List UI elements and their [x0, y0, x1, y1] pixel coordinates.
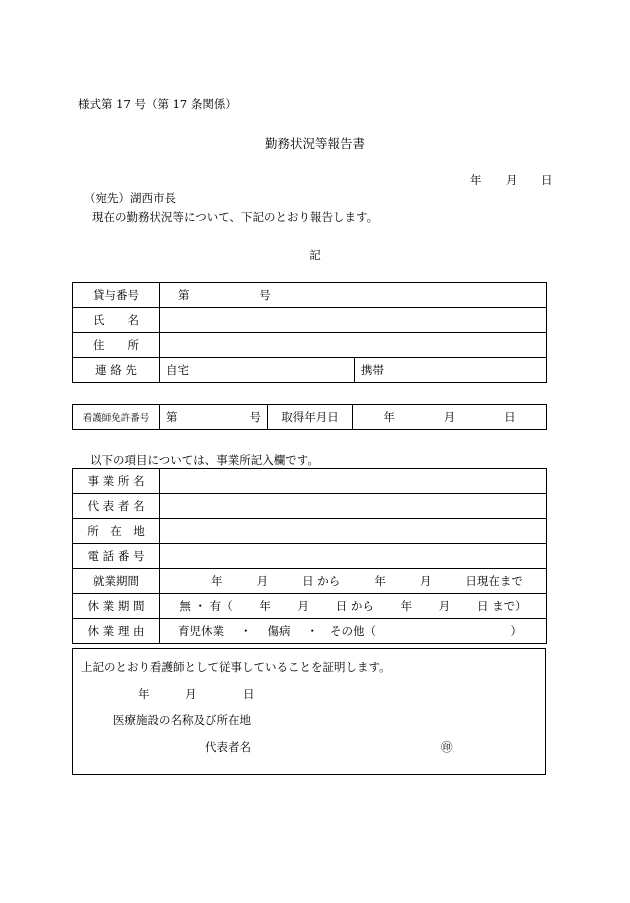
license-date-day: 日 — [504, 410, 516, 424]
reason-separator: ・ — [306, 624, 318, 638]
table-row — [73, 358, 547, 383]
location-label: 所 在 地 — [73, 519, 160, 544]
leave-reason-label: 休 業 理 由 — [73, 619, 160, 644]
reason-close-paren: ） — [510, 624, 522, 638]
cert-date-month: 月 — [185, 687, 197, 701]
license-date-month: 月 — [443, 410, 456, 424]
seal-mark: ㊞ — [441, 740, 453, 754]
applicant-table — [72, 282, 547, 383]
leave-year-2: 年 — [400, 599, 413, 613]
table-row — [73, 308, 547, 333]
certification-box — [72, 648, 546, 775]
form-number: 様式第 17 号（第 17 条関係） — [78, 97, 237, 111]
table-row — [73, 569, 547, 594]
home-label: 自宅 — [166, 363, 189, 377]
table-row — [73, 519, 547, 544]
period-year-1: 年 — [211, 574, 223, 588]
cert-date-day: 日 — [243, 687, 255, 701]
certification-text: 上記のとおり看護師として従事していることを証明します。 — [81, 660, 391, 674]
table-row — [73, 405, 547, 430]
facility-label: 医療施設の名称及び所在地 — [113, 713, 251, 727]
leave-year-1: 年 — [259, 599, 271, 613]
table-row — [73, 494, 547, 519]
period-month-1: 月 — [256, 574, 269, 588]
table-row — [73, 594, 547, 619]
home-phone-field[interactable] — [160, 358, 355, 383]
leave-yes-no[interactable]: 無 ・ 有（ — [179, 599, 233, 613]
period-month-2: 月 — [419, 574, 432, 588]
table-row — [73, 283, 547, 308]
leave-day-from: 日 から — [335, 599, 374, 613]
period-day-from: 日 から — [302, 574, 341, 588]
name-label: 氏 名 — [73, 308, 160, 333]
reason-illness[interactable]: 傷病 — [267, 624, 291, 638]
office-note: 以下の項目については、事業所記入欄です。 — [90, 453, 319, 467]
representative-field[interactable] — [160, 494, 547, 519]
license-number-field[interactable] — [160, 405, 268, 430]
table-row — [73, 333, 547, 358]
table-row — [73, 469, 547, 494]
acquired-date-label: 取得年月日 — [268, 405, 353, 430]
license-number-label: 看護師免許番号 — [73, 405, 160, 430]
acquired-date-field[interactable] — [353, 405, 547, 430]
period-day-now: 日現在まで — [465, 574, 523, 588]
license-go: 号 — [249, 410, 261, 424]
loan-go: 号 — [259, 288, 271, 302]
period-year-2: 年 — [374, 574, 386, 588]
leave-day-until: 日 まで） — [476, 599, 527, 613]
header-date-month: 月 — [506, 173, 518, 187]
license-date-year: 年 — [383, 410, 395, 424]
office-name-label: 事 業 所 名 — [73, 469, 160, 494]
intro-text: 現在の勤務状況等について、下記のとおり報告します。 — [92, 210, 379, 224]
leave-month-2: 月 — [438, 599, 451, 613]
table-row — [73, 544, 547, 569]
employment-period-field[interactable] — [160, 569, 547, 594]
page-title: 勤務状況等報告書 — [264, 136, 365, 151]
reason-childcare[interactable]: 育児休業 — [178, 624, 224, 638]
office-name-field[interactable] — [160, 469, 547, 494]
license-dai: 第 — [166, 410, 178, 424]
leave-period-label: 休 業 期 間 — [73, 594, 160, 619]
leave-period-field[interactable] — [160, 594, 547, 619]
reason-separator: ・ — [240, 624, 252, 638]
cert-date-year: 年 — [138, 687, 150, 701]
reason-other[interactable]: その他（ — [330, 624, 376, 638]
address-label: 住 所 — [73, 333, 160, 358]
ki-heading: 記 — [309, 248, 321, 262]
location-field[interactable] — [160, 519, 547, 544]
leave-month-1: 月 — [297, 599, 310, 613]
mobile-label: 携帯 — [361, 363, 384, 377]
representative-name-label: 代表者名 — [205, 740, 251, 754]
mobile-phone-field[interactable] — [355, 358, 547, 383]
header-date-day: 日 — [541, 173, 553, 187]
license-table — [72, 404, 547, 430]
header-date-year: 年 — [470, 173, 482, 187]
loan-dai: 第 — [178, 288, 190, 302]
addressee: （宛先）湖西市長 — [84, 191, 176, 205]
employment-period-label: 就業期間 — [73, 569, 160, 594]
representative-label: 代 表 者 名 — [73, 494, 160, 519]
office-table — [72, 468, 547, 644]
phone-field[interactable] — [160, 544, 547, 569]
loan-number-label: 貸与番号 — [73, 283, 160, 308]
address-field[interactable] — [160, 333, 547, 358]
loan-number-cell[interactable] — [160, 283, 547, 308]
leave-reason-field[interactable] — [160, 619, 547, 644]
name-field[interactable] — [160, 308, 547, 333]
phone-label: 電 話 番 号 — [73, 544, 160, 569]
table-row — [73, 619, 547, 644]
contact-label: 連 絡 先 — [73, 358, 160, 383]
